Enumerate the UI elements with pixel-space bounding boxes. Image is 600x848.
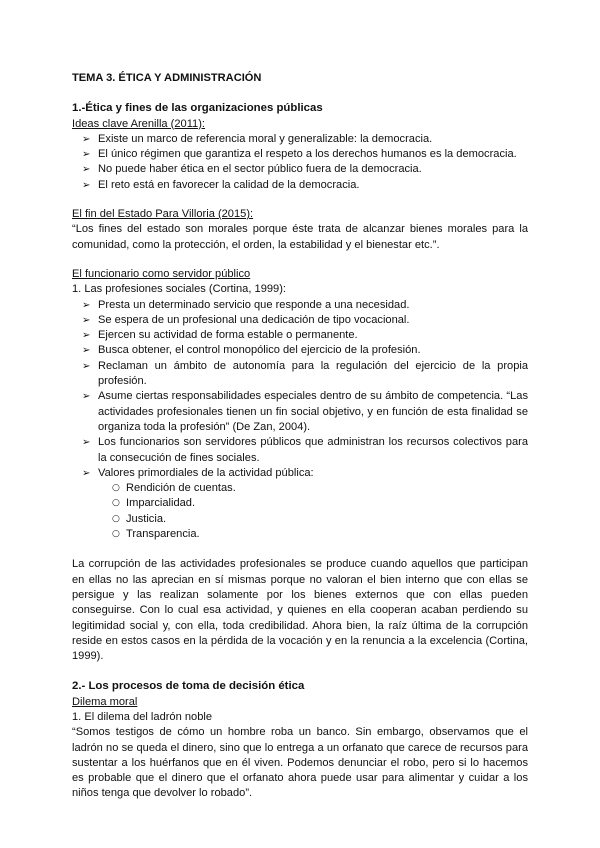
list-item: ➢ El reto está en favorecer la calidad de la democracia. <box>82 178 528 193</box>
list-item: ➢ Existe un marco de referencia moral y generalizable: la democracia. <box>82 132 528 147</box>
fin-estado-label: El fin del Estado Para Villoria (2015): <box>72 208 254 221</box>
list-item: ➢ Asume ciertas responsabilidades especiales dentro de su ámbito de competencia. “Las actividades profesionales tienen un fin social objetivo, y en función de esta finalidad se organiza toda la profesión” (De Zan, 2004). <box>82 389 528 435</box>
list-item: ○ Transparencia. <box>112 527 528 542</box>
list-item: ○ Justicia. <box>112 512 528 527</box>
list-item: ➢ El único régimen que garantiza el respeto a los derechos humanos es la democracia. <box>82 147 528 162</box>
list-item: ➢ Busca obtener, el control monopólico del ejercicio de la profesión. <box>82 343 528 358</box>
dilema-item: 1. El dilema del ladrón noble <box>72 710 212 723</box>
list-item: ➢ Se espera de un profesional una dedicación de tipo vocacional. <box>82 313 528 328</box>
fin-estado-quote: “Los fines del estado son morales porque éste trata de alcanzar bienes morales para la comunidad, como la protección, el orden, la estabilidad y el bienestar etc.”. <box>72 223 528 251</box>
document-title: TEMA 3. ÉTICA Y ADMINISTRACIÓN <box>72 72 262 84</box>
corrupcion-paragraph: La corrupción de las actividades profesionales se produce cuando aquellos que participan en ellas no las aprecian en sí mismas porque no valoran el bien interno que con ellas se persigue y las realizan solamente por los bienes externos que con ellas pueden conseguirse. Con lo cual esa actividad, y quienes en ella cooperan acaban perdiendo su legitimidad social y, con ella, toda credibilidad. Ahora bien, la raíz última de la corrupción reside en estos casos en la pérdida de la vocación y en la renuncia a la excelencia (Cortina, 1999). <box>72 558 528 663</box>
list-item: ➢ No puede haber ética en el sector público fuera de la democracia. <box>82 162 528 177</box>
section2-heading: 2.- Los procesos de toma de decisión ética <box>72 680 305 693</box>
list-item: ➢ Ejercen su actividad de forma estable o permanente. <box>82 328 528 343</box>
list-item: ➢ Reclaman un ámbito de autonomía para la regulación del ejercicio de la propia profesión. <box>82 359 528 390</box>
list-item: ○ Rendición de cuentas. <box>112 481 528 496</box>
dilema-label: Dilema moral <box>72 695 138 708</box>
profesiones-label: 1. Las profesiones sociales (Cortina, 1999): <box>72 283 286 296</box>
funcionario-label: El funcionario como servidor público <box>72 267 251 280</box>
list-item: ➢ Los funcionarios son servidores públicos que administran los recursos colectivos para la consecución de fines sociales. <box>82 435 528 466</box>
list-item: ➢ Presta un determinado servicio que responde a una necesidad. <box>82 298 528 313</box>
ideas-clave-label: Ideas clave Arenilla (2011): <box>72 117 205 130</box>
list-item: ○ Imparcialidad. <box>112 496 528 511</box>
valores-list <box>72 481 528 542</box>
profesiones-list <box>72 298 528 482</box>
section1-heading: 1.-Ética y fines de las organizaciones públicas <box>72 102 323 115</box>
ideas-clave-list <box>72 132 528 193</box>
dilema-quote: “Somos testigos de cómo un hombre roba un banco. Sin embargo, observamos que el ladrón no se queda el dinero, sino que lo entrega a un orfanato que carece de recursos para sustentar a los huérfanos que en él viven. Podemos denunciar el robo, pero si lo hacemos es probable que el dinero que el orfanato ahora puede usar para alimentar y cuidar a los niños tenga que devolver lo robado”. <box>72 726 528 800</box>
list-item: ➢ Valores primordiales de la actividad pública: <box>82 466 528 481</box>
